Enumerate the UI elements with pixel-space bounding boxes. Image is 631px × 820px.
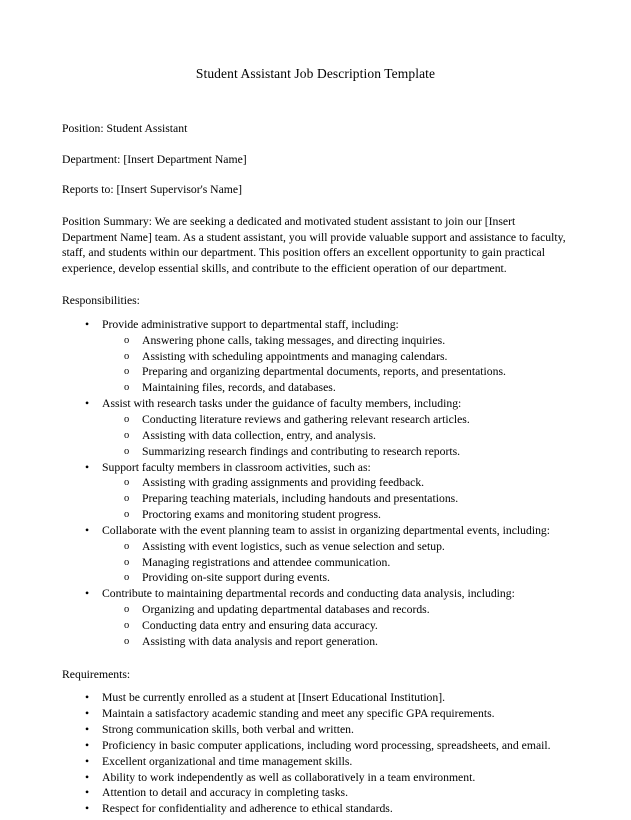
list-item: [62, 706, 569, 722]
list-item: [102, 555, 569, 571]
list-item-label: Proficiency in basic computer applications, including word processing, spreadsheets, and email.: [102, 738, 551, 752]
list-item: [62, 586, 569, 649]
list-item: [62, 801, 569, 817]
responsibilities-heading: Responsibilities:: [62, 294, 140, 308]
page-title: Student Assistant Job Description Template: [195, 66, 436, 81]
list-item: [62, 722, 569, 738]
bullet-icon: •: [85, 738, 90, 752]
list-item-label: Summarizing research findings and contributing to research reports.: [142, 444, 461, 458]
list-item-label: Assisting with grading assignments and providing feedback.: [142, 476, 425, 490]
list-item: [102, 507, 569, 523]
list-item: [102, 428, 569, 444]
job-meta-block: [62, 122, 569, 198]
list-item-label: Proctoring exams and monitoring student progress.: [142, 508, 381, 522]
list-item-label: Support faculty members in classroom activities, such as:: [102, 460, 371, 474]
circle-bullet-icon: o: [124, 540, 130, 552]
list-item: [62, 785, 569, 801]
list-item-label: Strong communication skills, both verbal and written.: [102, 722, 354, 736]
bullet-icon: •: [85, 786, 90, 800]
circle-bullet-icon: o: [124, 334, 130, 346]
list-item-label: Providing on-site support during events.: [142, 571, 330, 585]
list-item: [62, 738, 569, 754]
list-item: [102, 618, 569, 634]
circle-bullet-icon: o: [124, 366, 130, 378]
bullet-icon: •: [85, 523, 90, 537]
list-item: [102, 634, 569, 650]
list-item-label: Must be currently enrolled as a student at [Insert Educational Institution].: [102, 691, 446, 705]
list-item: [102, 364, 569, 380]
list-item-label: Respect for confidentiality and adherence to ethical standards.: [102, 802, 393, 816]
circle-bullet-icon: o: [124, 429, 130, 441]
bullet-icon: •: [85, 770, 90, 784]
circle-bullet-icon: o: [124, 572, 130, 584]
circle-bullet-icon: o: [124, 604, 130, 616]
sublist: [102, 539, 569, 587]
meta-line-position: Position: Student Assistant: [62, 122, 188, 136]
list-item: [102, 602, 569, 618]
list-item-label: Maintain a satisfactory academic standing and meet any specific GPA requirements.: [102, 707, 495, 721]
list-item: [62, 317, 569, 396]
list-item: [102, 491, 569, 507]
list-item-label: Conducting data entry and ensuring data accuracy.: [142, 618, 378, 632]
list-item-label: Assisting with event logistics, such as venue selection and setup.: [142, 539, 445, 553]
list-item-label: Assisting with data collection, entry, and analysis.: [142, 428, 376, 442]
list-item-label: Preparing and organizing departmental documents, reports, and presentations.: [142, 365, 506, 379]
meta-line-department: Department: [Insert Department Name]: [62, 152, 247, 166]
bullet-icon: •: [85, 802, 90, 816]
responsibilities-list: [62, 317, 569, 650]
list-item: [62, 460, 569, 523]
bullet-icon: •: [85, 691, 90, 705]
list-item-label: Conducting literature reviews and gathering relevant research articles.: [142, 413, 470, 426]
list-item-label: Provide administrative support to departmental staff, including:: [102, 317, 399, 331]
list-item: [102, 475, 569, 491]
bullet-icon: •: [85, 587, 90, 601]
list-item: [62, 690, 569, 706]
list-item: [62, 770, 569, 786]
circle-bullet-icon: o: [124, 445, 130, 457]
list-item: [62, 396, 569, 459]
list-item-label: Contribute to maintaining departmental records and conducting data analysis, including:: [102, 587, 515, 601]
list-item-label: Assisting with scheduling appointments and managing calendars.: [142, 349, 448, 363]
meta-line-reports-to: Reports to: [Insert Supervisor's Name]: [62, 183, 242, 197]
requirements-heading: Requirements:: [62, 667, 131, 681]
circle-bullet-icon: o: [124, 556, 130, 568]
list-item-label: Ability to work independently as well as collaboratively in a team environment.: [102, 770, 476, 784]
list-item: [102, 349, 569, 365]
bullet-icon: •: [85, 754, 90, 768]
list-item-label: Maintaining files, records, and databases.: [142, 381, 336, 395]
list-item-label: Organizing and updating departmental databases and records.: [142, 603, 430, 617]
list-item: [62, 754, 569, 770]
circle-bullet-icon: o: [124, 509, 130, 521]
list-item-label: Assisting with data analysis and report generation.: [142, 634, 378, 648]
circle-bullet-icon: o: [124, 493, 130, 505]
requirements-list: [62, 690, 569, 817]
position-summary-paragraph: Position Summary: We are seeking a dedicated and motivated student assistant to join our [Insert Department Name] team. As a student assistant, you will provide valuable support and assistance to faculty, staff, and students within our department. This position offers an excellent opportunity to gain practical experience, develop essential skills, and contribute to the efficient operation of our department.: [62, 215, 566, 275]
list-item: [102, 412, 569, 428]
bullet-icon: •: [85, 397, 90, 411]
sublist: [102, 602, 569, 650]
list-item: [102, 444, 569, 460]
circle-bullet-icon: o: [124, 350, 130, 362]
list-item: [102, 539, 569, 555]
list-item-label: Attention to detail and accuracy in completing tasks.: [102, 786, 349, 800]
sublist: [102, 475, 569, 523]
list-item-label: Collaborate with the event planning team to assist in organizing departmental events, including:: [102, 523, 551, 537]
circle-bullet-icon: o: [124, 477, 130, 489]
list-item: [102, 333, 569, 349]
list-item: [102, 570, 569, 586]
bullet-icon: •: [85, 722, 90, 736]
circle-bullet-icon: o: [124, 382, 130, 394]
list-item-label: Excellent organizational and time management skills.: [102, 754, 353, 768]
sublist: [102, 412, 569, 460]
sublist: [102, 333, 569, 396]
list-item-label: Answering phone calls, taking messages, and directing inquiries.: [142, 333, 446, 347]
list-item-label: Managing registrations and attendee communication.: [142, 555, 391, 569]
bullet-icon: •: [85, 317, 90, 331]
bullet-icon: •: [85, 707, 90, 721]
circle-bullet-icon: o: [124, 635, 130, 647]
circle-bullet-icon: o: [124, 619, 130, 631]
list-item: [62, 523, 569, 586]
list-item-label: Preparing teaching materials, including handouts and presentations.: [142, 492, 459, 506]
list-item: [102, 380, 569, 396]
list-item-label: Assist with research tasks under the guidance of faculty members, including:: [102, 397, 462, 411]
bullet-icon: •: [85, 460, 90, 474]
circle-bullet-icon: o: [124, 414, 130, 425]
